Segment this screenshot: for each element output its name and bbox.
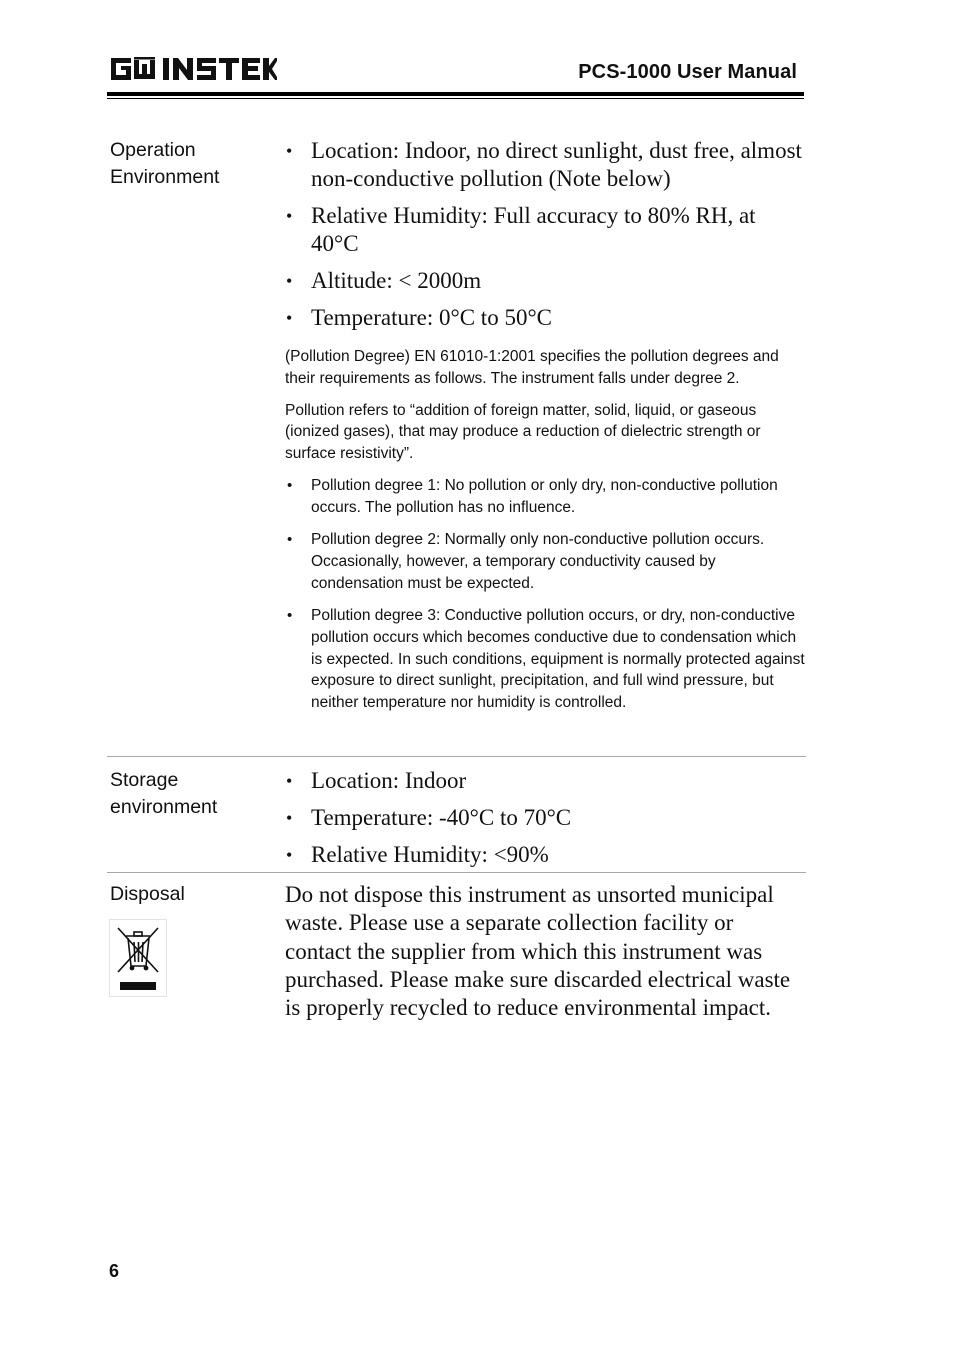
list-item: • Altitude: < 2000m [285, 267, 805, 295]
gw-instek-logo-graphic [107, 55, 277, 83]
manual-title: PCS-1000 User Manual [578, 61, 797, 83]
list-item: • Temperature: -40°C to 70°C [285, 804, 805, 832]
pollution-degree-list [285, 475, 805, 714]
disposal-instructions: Do not dispose this instrument as unsorted municipal waste. Please use a separate collection facility or contact the supplier from which this instrument was purchased. Please make sure discarded electrical waste is properly recycled to reduce environmental impact. [285, 882, 791, 1021]
storage-environment-label: Storage environment [110, 769, 218, 818]
pollution-definition-note: Pollution refers to “addition of foreign matter, solid, liquid, or gaseous (ionized gases), that may produce a reduction of dielectric strength or surface resistivity”. [285, 401, 761, 463]
weee-crossed-bin-icon [109, 919, 167, 997]
storage-spec-list [285, 767, 805, 869]
header-rule-thin [107, 98, 804, 99]
list-item: • Temperature: 0°C to 50°C [285, 304, 805, 332]
list-item: • Pollution degree 2: Normally only non-conductive pollution occurs. Occasionally, however, a temporary conductivity caused by condensation must be expected. [285, 529, 805, 594]
list-item: • Relative Humidity: Full accuracy to 80% RH, at 40°C [285, 202, 805, 258]
operation-environment-content [285, 137, 805, 724]
operation-spec-list [285, 137, 805, 332]
disposal-label: Disposal [110, 883, 185, 905]
section-divider [107, 756, 806, 757]
storage-environment-content [285, 767, 805, 878]
page-header [107, 52, 804, 100]
section-divider [107, 872, 806, 873]
list-item: • Location: Indoor, no direct sunlight, dust free, almost non-conductive pollution (Note below) [285, 137, 805, 193]
page-number: 6 [109, 1261, 120, 1281]
operation-environment-label: Operation Environment [110, 139, 220, 188]
header-rule-thick [107, 92, 804, 96]
list-item: • Pollution degree 1: No pollution or only dry, non-conductive pollution occurs. The pollution has no influence. [285, 475, 805, 519]
gw-instek-logo [107, 55, 277, 83]
list-item: • Relative Humidity: <90% [285, 841, 805, 869]
list-item: • Location: Indoor [285, 767, 805, 795]
pollution-degree-note: (Pollution Degree) EN 61010-1:2001 specifies the pollution degrees and their requirements as follows. The instrument falls under degree 2. [285, 348, 779, 387]
disposal-content [285, 881, 805, 1022]
list-item: • Pollution degree 3: Conductive pollution occurs, or dry, non-conductive pollution occurs which becomes conductive due to condensation which is expected. In such conditions, equipment is normally protected against exposure to direct sunlight, precipitation, and full wind pressure, but neither temperature nor humidity is controlled. [285, 605, 805, 714]
